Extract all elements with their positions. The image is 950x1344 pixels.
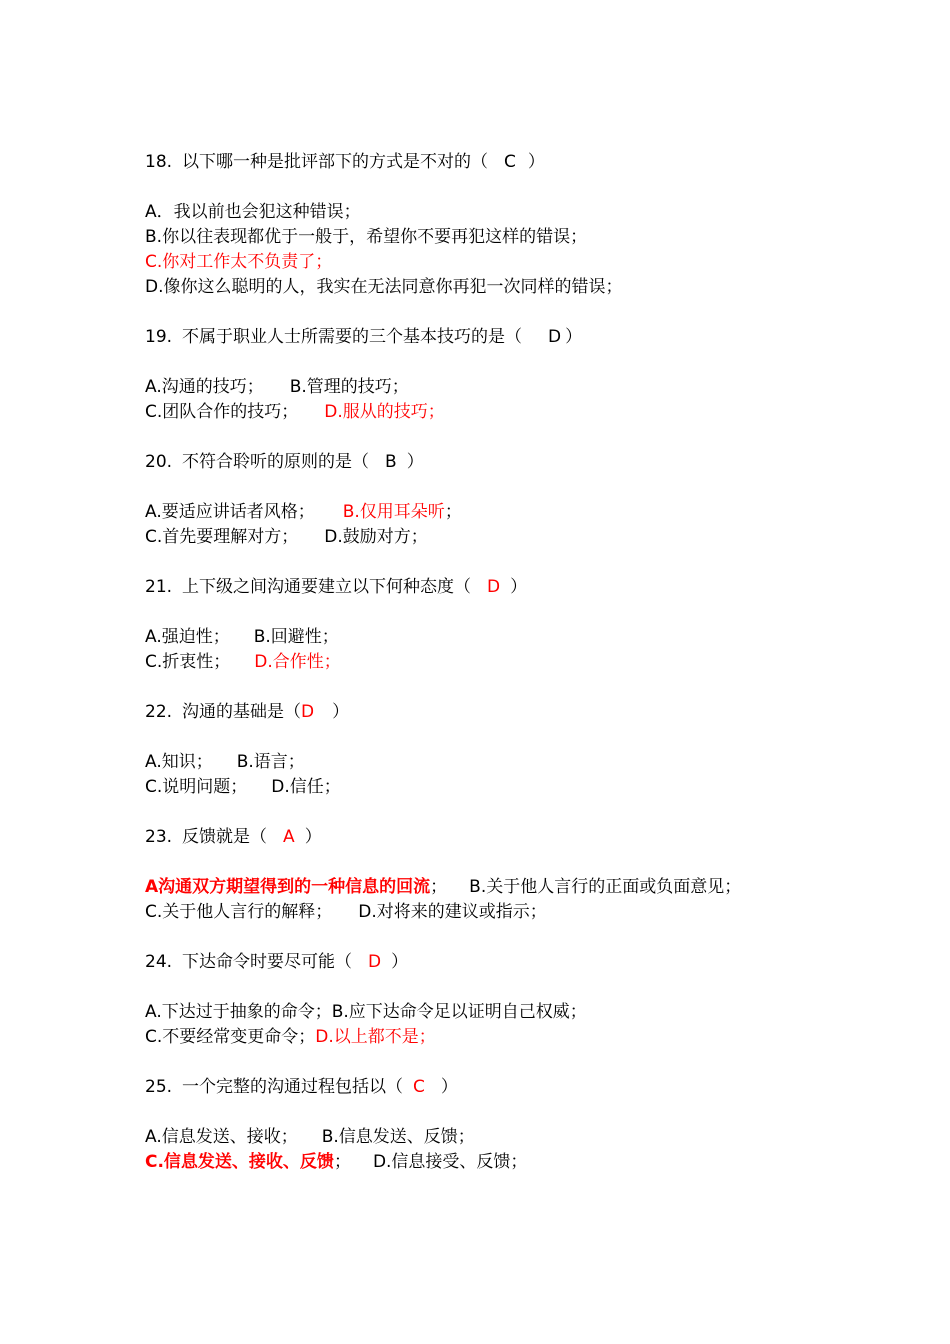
option-c-correct: C.信息发送、接收、反馈 xyxy=(145,1152,334,1172)
question-number: 24. xyxy=(145,952,173,972)
question-close: ） xyxy=(565,327,583,347)
question-text: 一个完整的沟通过程包括以（ xyxy=(182,1077,404,1097)
option-d: D.信息接受、反馈； xyxy=(372,1152,528,1172)
question-text: 不属于职业人士所需要的三个基本技巧的是（ xyxy=(182,327,523,347)
option-c-suffix: ； xyxy=(333,1152,351,1172)
option-a-b: A.下达过于抽象的命令；B.应下达命令足以证明自己权威； xyxy=(145,1002,587,1022)
option-d-correct: D.合作性； xyxy=(254,652,341,672)
question-number: 19. xyxy=(145,327,173,347)
option-d: D.对将来的建议或指示； xyxy=(358,902,547,922)
question-21 xyxy=(145,575,925,600)
option-b: B.语言； xyxy=(236,752,305,772)
option-c: C.折衷性； xyxy=(145,652,231,672)
question-number: 25. xyxy=(145,1077,173,1097)
option-a: A.强迫性； xyxy=(145,627,230,647)
answer-key: D xyxy=(301,702,315,722)
option-c: C.团队合作的技巧； xyxy=(145,402,299,422)
option-c: C.说明问题； xyxy=(145,777,248,797)
option-b: B.关于他人言行的正面或负面意见； xyxy=(469,877,742,897)
option-a: A.信息发送、接收； xyxy=(145,1127,298,1147)
question-text: 反馈就是（ xyxy=(182,827,268,847)
question-22 xyxy=(145,700,925,725)
question-text: 沟通的基础是（ xyxy=(182,702,302,722)
question-close: ） xyxy=(332,702,350,722)
options-line-2 xyxy=(145,525,925,550)
options-line-1 xyxy=(145,625,925,650)
question-number: 18. xyxy=(145,152,173,172)
answer-key: D xyxy=(487,577,501,597)
option-c: C.关于他人言行的解释； xyxy=(145,902,333,922)
question-close: ） xyxy=(391,952,409,972)
options-line-1 xyxy=(145,500,925,525)
question-close: ） xyxy=(406,452,424,472)
options-line-2 xyxy=(145,775,925,800)
question-19 xyxy=(145,325,925,350)
option-a: A.知识； xyxy=(145,752,213,772)
option-b-correct: B.仅用耳朵听 xyxy=(342,502,445,522)
question-text: 上下级之间沟通要建立以下何种态度（ xyxy=(182,577,472,597)
answer-key: C xyxy=(413,1077,425,1097)
question-close: ） xyxy=(440,1077,458,1097)
question-25 xyxy=(145,1075,925,1100)
option-a: A.沟通的技巧； xyxy=(145,377,264,397)
options-line-1 xyxy=(145,375,925,400)
option-a-suffix: ； xyxy=(430,877,448,897)
option-a-correct: A沟通双方期望得到的一种信息的回流 xyxy=(145,877,431,897)
answer-key: A xyxy=(283,827,295,847)
question-number: 20. xyxy=(145,452,173,472)
options-line-2 xyxy=(145,900,925,925)
options-line-1 xyxy=(145,875,925,900)
question-20 xyxy=(145,450,925,475)
question-text: 以下哪一种是批评部下的方式是不对的（ xyxy=(182,152,489,172)
option-a: A.要适应讲话者风格； xyxy=(145,502,315,522)
question-number: 22. xyxy=(145,702,173,722)
options-line-2 xyxy=(145,400,925,425)
option-a: A．我以前也会犯这种错误； xyxy=(145,202,361,222)
question-close: ） xyxy=(304,827,322,847)
options-line-1 xyxy=(145,750,925,775)
option-d: D.像你这么聪明的人，我实在无法同意你再犯一次同样的错误； xyxy=(145,277,623,297)
options-line-1 xyxy=(145,1125,925,1150)
option-c: C.首先要理解对方； xyxy=(145,527,299,547)
option-b: B.回避性； xyxy=(253,627,339,647)
option-c: C.不要经常变更命令； xyxy=(145,1027,316,1047)
answer-key: D xyxy=(368,952,382,972)
document-page xyxy=(145,150,925,1175)
option-d-correct: D.服从的技巧； xyxy=(324,402,445,422)
option-b: B.信息发送、反馈； xyxy=(321,1127,475,1147)
answer-key: D xyxy=(548,327,562,347)
question-number: 23. xyxy=(145,827,173,847)
option-d: D.信任； xyxy=(271,777,341,797)
option-d: D.鼓励对方； xyxy=(324,527,428,547)
question-text: 下达命令时要尽可能（ xyxy=(182,952,353,972)
options-line-2 xyxy=(145,1150,925,1175)
question-text: 不符合聆听的原则的是（ xyxy=(182,452,370,472)
question-close: ） xyxy=(527,152,545,172)
option-d-correct: D.以上都不是； xyxy=(315,1027,436,1047)
question-18 xyxy=(145,150,925,175)
option-b-suffix: ； xyxy=(444,502,462,522)
option-b: B.你以往表现都优于一般于，希望你不要再犯这样的错误； xyxy=(145,227,588,247)
option-c-correct: C.你对工作太不负责了； xyxy=(145,252,333,272)
question-number: 21. xyxy=(145,577,173,597)
answer-key: B xyxy=(385,452,397,472)
answer-key: C xyxy=(504,152,516,172)
options-line-2 xyxy=(145,650,925,675)
option-b: B.管理的技巧； xyxy=(289,377,409,397)
options-line-1 xyxy=(145,1000,925,1025)
question-24 xyxy=(145,950,925,975)
options-line-2 xyxy=(145,1025,925,1050)
question-23 xyxy=(145,825,925,850)
question-close: ） xyxy=(510,577,528,597)
